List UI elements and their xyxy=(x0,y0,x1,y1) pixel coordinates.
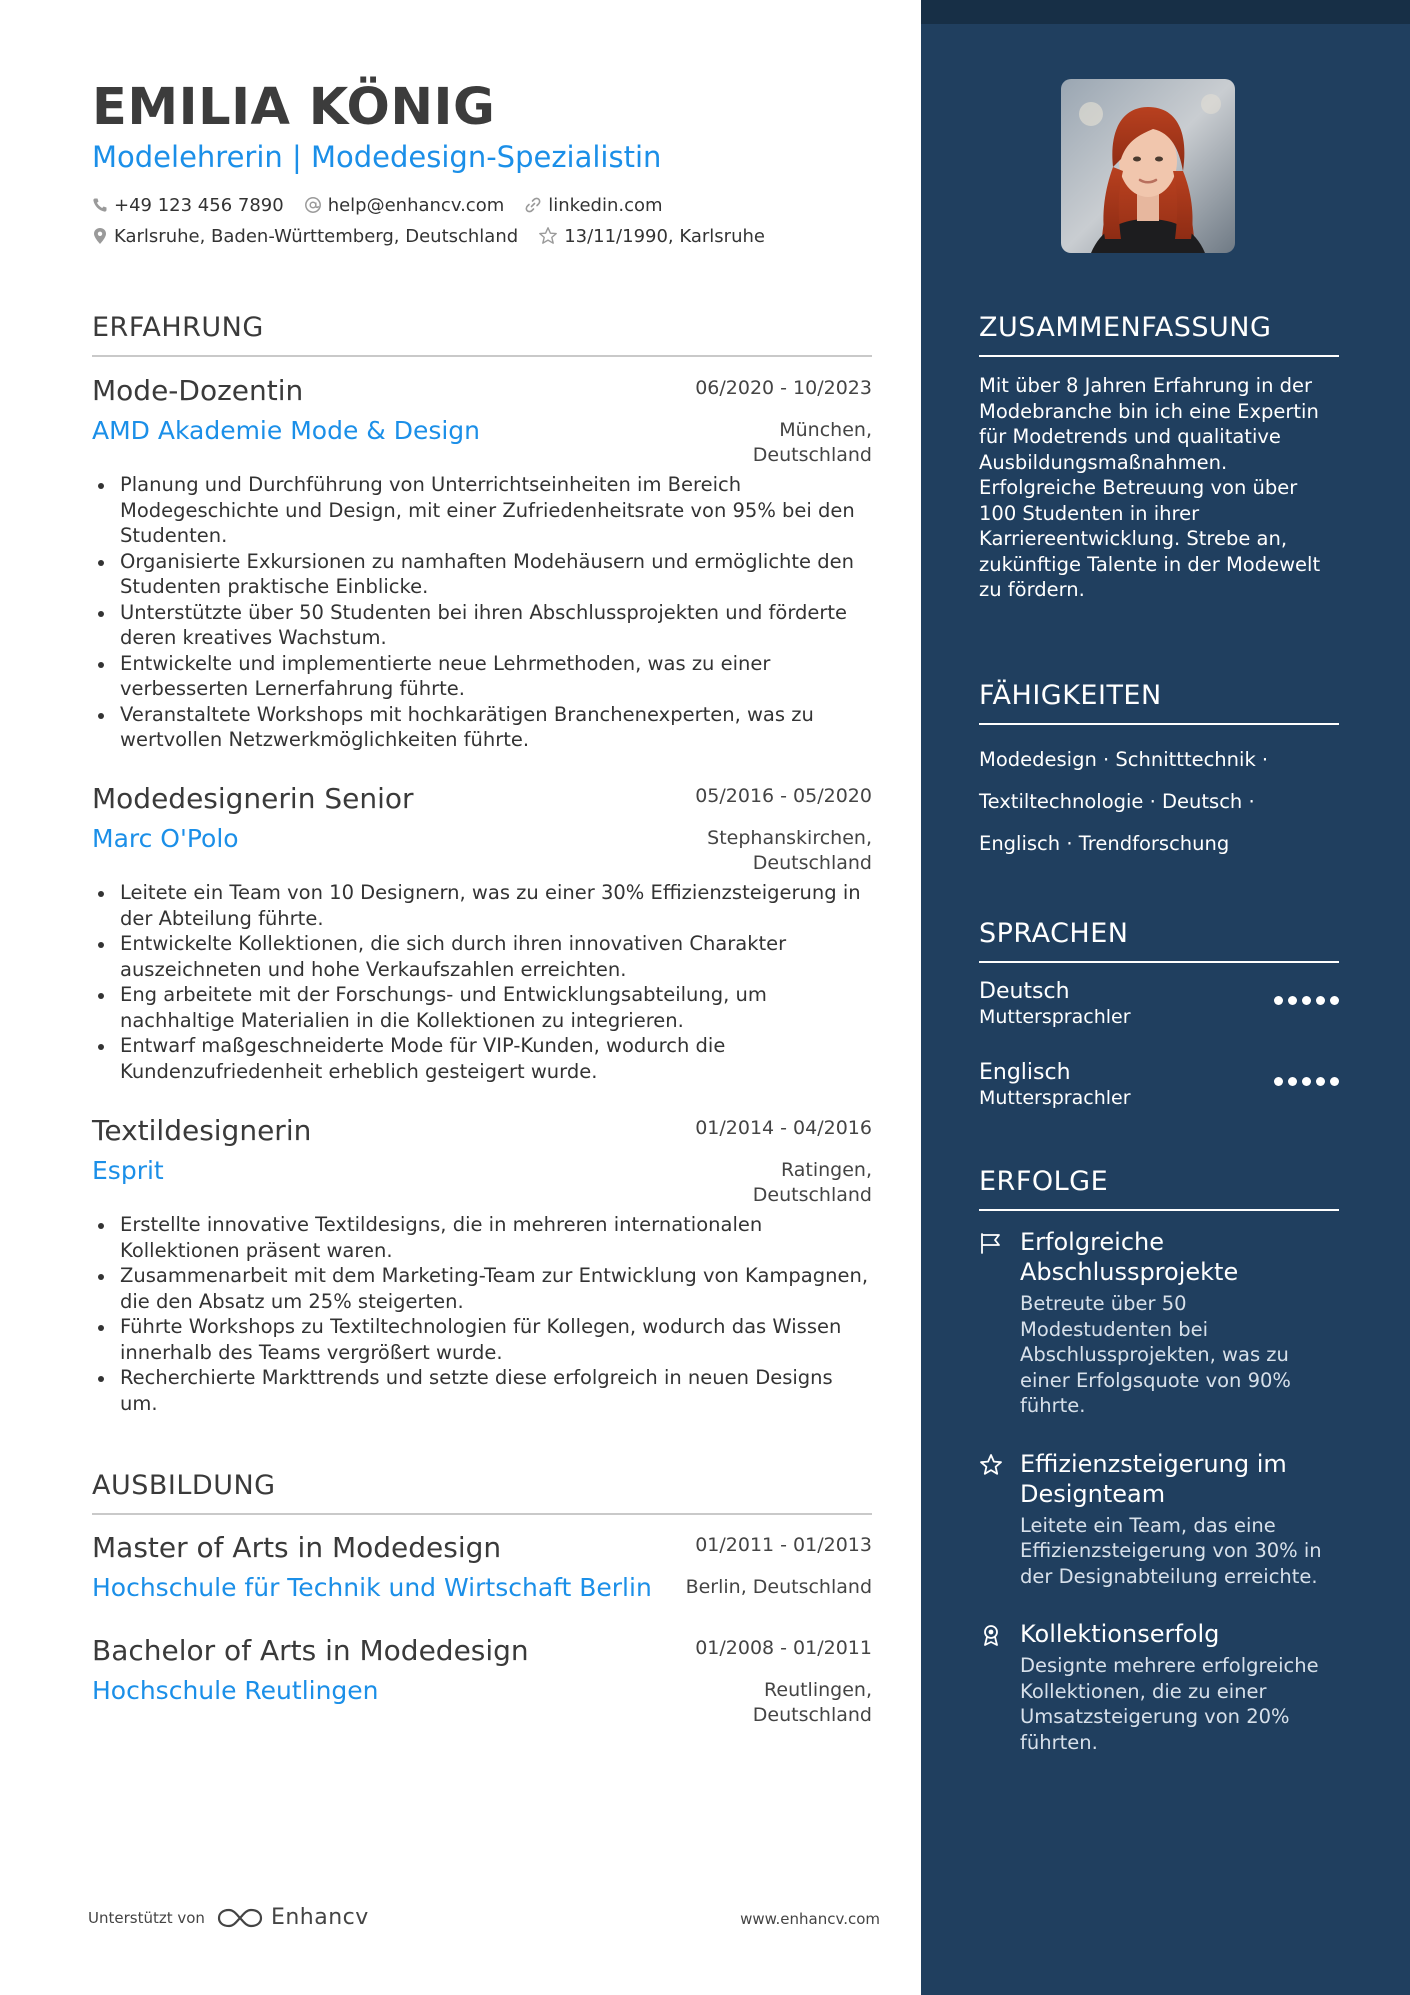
job-location: Stephanskirchen, Deutschland xyxy=(707,827,872,874)
achievement-title: Kollektionserfolg xyxy=(1020,1620,1220,1648)
job-bullets xyxy=(92,880,872,1084)
birth-text: 13/11/1990, Karlsruhe xyxy=(564,225,765,247)
achievement-title: Erfolgreiche Abschlussprojekte xyxy=(1020,1228,1239,1286)
education-entry xyxy=(92,1531,872,1603)
powered-by-label: Unterstützt von xyxy=(88,1908,205,1927)
languages-section xyxy=(979,918,1339,1120)
summary-section xyxy=(979,312,1339,603)
bullet-item: Zusammenarbeit mit dem Marketing-Team zur Entwicklung von Kampagnen, die den Absatz um 25% steigerten. xyxy=(92,1263,872,1314)
at-icon xyxy=(304,196,322,214)
bullet-item: Entwickelte und implementierte neue Lehrmethoden, was zu einer verbesserten Lernerfahrung führte. xyxy=(92,651,872,702)
school-name: Hochschule Reutlingen xyxy=(92,1676,379,1705)
bullet-item: Veranstaltete Workshops mit hochkarätigen Branchenexperten, was zu wertvollen Netzwerkmöglichkeiten führte. xyxy=(92,702,872,753)
school-name: Hochschule für Technik und Wirtschaft Berlin xyxy=(92,1573,652,1602)
experience-heading: ERFAHRUNG xyxy=(92,312,872,357)
website-link[interactable]: www.enhancv.com xyxy=(740,1910,880,1928)
star-icon xyxy=(538,226,558,246)
skills-line: Textiltechnologie · Deutsch · xyxy=(979,790,1255,813)
language-item xyxy=(979,1060,1339,1120)
language-name: Deutsch xyxy=(979,979,1070,1004)
job-location: München, Deutschland xyxy=(752,419,872,466)
bullet-item: Unterstützte über 50 Studenten bei ihren Abschlussprojekten und förderte deren kreatives Wachstum. xyxy=(92,600,872,651)
job-dates: 05/2016 - 05/2020 xyxy=(695,785,872,807)
degree-title: Bachelor of Arts in Modedesign xyxy=(92,1634,529,1667)
languages-heading: SPRACHEN xyxy=(979,918,1339,963)
bullet-item: Erstellte innovative Textildesigns, die in mehreren internationalen Kollektionen präsent waren. xyxy=(92,1212,872,1263)
language-item xyxy=(979,979,1339,1039)
linkedin-text: linkedin.com xyxy=(548,194,663,216)
link-icon xyxy=(524,196,542,214)
education-heading: AUSBILDUNG xyxy=(92,1470,872,1515)
job-dates: 06/2020 - 10/2023 xyxy=(695,377,872,399)
contact-info xyxy=(92,193,872,255)
flag-icon xyxy=(979,1231,1003,1255)
birth-contact xyxy=(538,226,765,247)
email-contact[interactable] xyxy=(304,195,505,216)
job-entry xyxy=(92,782,872,1084)
language-rating xyxy=(1269,996,1339,1005)
bullet-item: Entwickelte Kollektionen, die sich durch ihren innovativen Charakter auszeichneten und hohe Verkaufszahlen erreichten. xyxy=(92,931,872,982)
location-contact xyxy=(92,226,518,247)
footer xyxy=(88,1905,880,1935)
job-bullets xyxy=(92,472,872,753)
degree-title: Master of Arts in Modedesign xyxy=(92,1531,502,1564)
bullet-item: Planung und Durchführung von Unterrichtseinheiten im Bereich Modegeschichte und Design, mit einer Zufriedenheitsrate von 95% bei den Studenten. xyxy=(92,472,872,549)
job-dates: 01/2014 - 04/2016 xyxy=(695,1117,872,1139)
job-location: Ratingen, Deutschland xyxy=(752,1159,872,1206)
summary-text: Mit über 8 Jahren Erfahrung in der Modebranche bin ich eine Expertin für Modetrends und qualitative Ausbildungsmaßnahmen. Erfolgreiche Betreuung von über 100 Studenten in ihrer Karriereentwicklung. Strebe an, zukünftige Talente in der Modewelt zu fördern. xyxy=(979,374,1321,601)
enhancv-logo-icon xyxy=(217,1906,263,1930)
job-company: Marc O'Polo xyxy=(92,824,239,853)
job-role: Mode-Dozentin xyxy=(92,374,304,407)
star-icon xyxy=(979,1453,1003,1477)
linkedin-contact[interactable] xyxy=(524,195,662,216)
education-dates: 01/2008 - 01/2011 xyxy=(695,1637,872,1659)
skills-list xyxy=(979,739,1339,865)
email-text: help@enhancv.com xyxy=(327,194,505,216)
powered-by[interactable] xyxy=(88,1905,369,1930)
phone-contact xyxy=(92,195,284,216)
bullet-item: Eng arbeitete mit der Forschungs- und Entwicklungsabteilung, um nachhaltige Materialien in die Kollektionen zu integrieren. xyxy=(92,982,872,1033)
achievement-text: Leitete ein Team, das eine Effizienzsteigerung von 30% in der Designabteilung erreichte. xyxy=(1020,1513,1322,1588)
bullet-item: Führte Workshops zu Textiltechnologien für Kollegen, wodurch das Wissen innerhalb des Teams vergrößert wurde. xyxy=(92,1314,872,1365)
language-rating xyxy=(1269,1077,1339,1086)
candidate-name: EMILIA KÖNIG xyxy=(92,78,496,137)
summary-heading: ZUSAMMENFASSUNG xyxy=(979,312,1339,357)
achievements-heading: ERFOLGE xyxy=(979,1166,1339,1211)
achievement-title: Effizienzsteigerung im Designteam xyxy=(1020,1449,1287,1508)
achievement-text: Designte mehrere erfolgreiche Kollektionen, die zu einer Umsatzsteigerung von 20% führten. xyxy=(1020,1654,1319,1754)
phone-icon xyxy=(92,197,108,213)
job-entry xyxy=(92,1114,872,1416)
job-role: Modedesignerin Senior xyxy=(92,782,414,815)
bullet-item: Recherchierte Markttrends und setzte diese erfolgreich in neuen Designs um. xyxy=(92,1365,872,1416)
location-pin-icon xyxy=(92,227,108,245)
education-dates: 01/2011 - 01/2013 xyxy=(695,1534,872,1556)
language-name: Englisch xyxy=(979,1060,1071,1085)
job-company: Esprit xyxy=(92,1156,164,1185)
language-level: Muttersprachler xyxy=(979,1006,1131,1028)
education-entry xyxy=(92,1634,872,1726)
candidate-title: Modelehrerin | Modedesign-Spezialistin xyxy=(92,140,662,174)
achievement-item xyxy=(979,1227,1339,1419)
location-text: Karlsruhe, Baden-Württemberg, Deutschland xyxy=(114,225,519,247)
award-icon xyxy=(979,1623,1003,1647)
job-entry xyxy=(92,374,872,753)
skills-heading: FÄHIGKEITEN xyxy=(979,680,1339,725)
achievement-item xyxy=(979,1449,1339,1590)
bullet-item: Organisierte Exkursionen zu namhaften Modehäusern und ermöglichte den Studenten praktische Einblicke. xyxy=(92,549,872,600)
job-role: Textildesignerin xyxy=(92,1114,312,1147)
sidebar-top-bar xyxy=(921,0,1410,24)
achievement-text: Betreute über 50 Modestudenten bei Abschlussprojekten, was zu einer Erfolgsquote von 90% führte. xyxy=(1020,1292,1291,1417)
achievement-item xyxy=(979,1619,1339,1755)
language-level: Muttersprachler xyxy=(979,1087,1131,1109)
skills-section xyxy=(979,680,1339,865)
enhancv-brand: Enhancv xyxy=(270,1905,369,1930)
school-location: Reutlingen, Deutschland xyxy=(752,1679,872,1726)
bullet-item: Entwarf maßgeschneiderte Mode für VIP-Kunden, wodurch die Kundenzufriedenheit erheblich gesteigert wurde. xyxy=(92,1033,872,1084)
achievements-section xyxy=(979,1166,1339,1755)
skills-line: Modedesign · Schnitttechnik · xyxy=(979,748,1269,771)
phone-text: +49 123 456 7890 xyxy=(114,194,284,216)
sidebar xyxy=(921,0,1410,1995)
job-company: AMD Akademie Mode & Design xyxy=(92,416,481,445)
school-location: Berlin, Deutschland xyxy=(685,1576,872,1598)
job-bullets xyxy=(92,1212,872,1416)
skills-line: Englisch · Trendforschung xyxy=(979,832,1230,855)
profile-photo xyxy=(1061,79,1235,253)
bullet-item: Leitete ein Team von 10 Designern, was zu einer 30% Effizienzsteigerung in der Abteilung führte. xyxy=(92,880,872,931)
